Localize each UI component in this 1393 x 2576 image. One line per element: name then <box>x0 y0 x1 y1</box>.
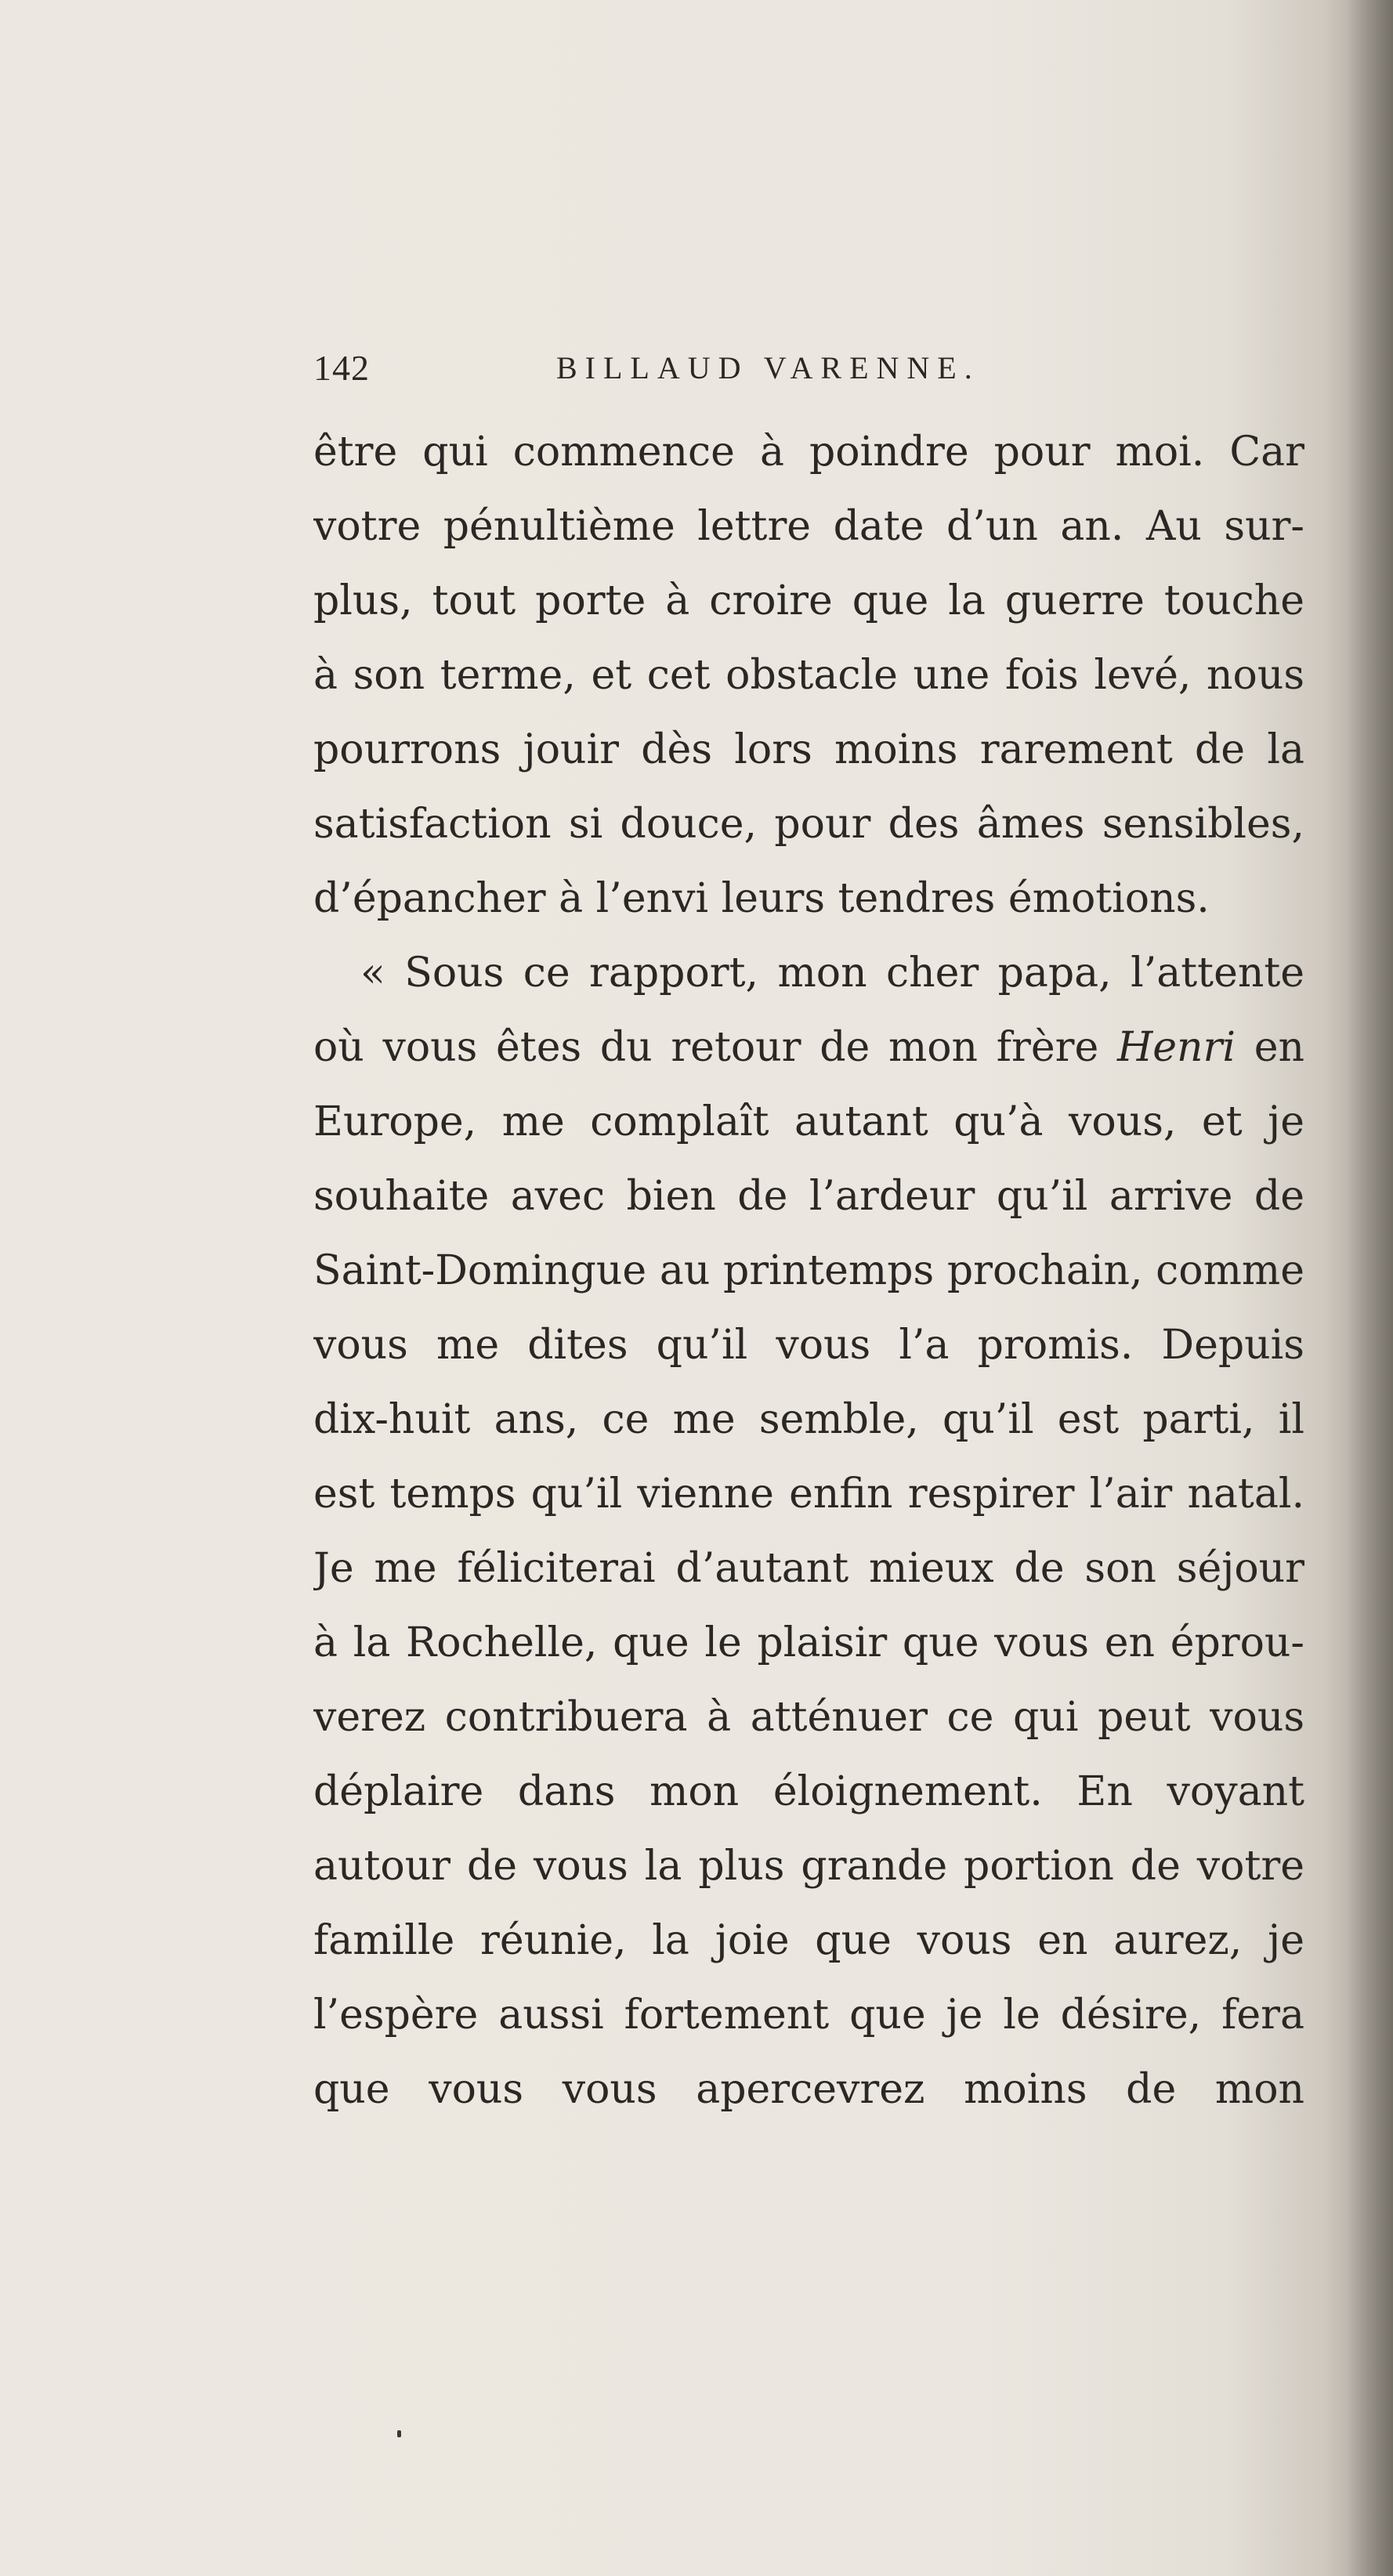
text-line: Saint-Domingue au printemps prochain, comme <box>313 1247 1304 1294</box>
line-text: où vous êtes du retour de mon frère <box>313 1024 1117 1071</box>
text-line: que vous vous apercevrez moins de mon <box>313 2066 1304 2113</box>
text-line: être qui commence à poindre pour moi. Car <box>313 429 1304 476</box>
body-text <box>313 415 1304 2127</box>
text-line: Europe, me complaît autant qu’à vous, et je <box>313 1098 1304 1145</box>
text-line: souhaite avec bien de l’ardeur qu’il arrive de <box>313 1173 1304 1220</box>
running-head <box>313 341 1304 396</box>
line-text-tail: en <box>1236 1024 1304 1071</box>
ink-speck <box>397 2430 401 2437</box>
text-line: à la Rochelle, que le plaisir que vous en éprou- <box>313 1619 1304 1666</box>
text-line: Je me féliciterai d’autant mieux de son séjour <box>313 1545 1304 1592</box>
text-line: plus, tout porte à croire que la guerre touche <box>313 577 1304 624</box>
text-line: famille réunie, la joie que vous en aurez, je <box>313 1917 1304 1964</box>
text-line: l’espère aussi fortement que je le désire, fera <box>313 1992 1304 2039</box>
text-line-with-italic <box>313 1011 1304 1085</box>
text-line: déplaire dans mon éloignement. En voyant <box>313 1768 1304 1815</box>
text-line: d’épancher à l’envi leurs tendres émotions. <box>313 875 1210 922</box>
text-line: est temps qu’il vienne enfin respirer l’air natal. <box>313 1471 1304 1518</box>
italic-name: Henri <box>1116 1024 1236 1071</box>
running-title: BILLAUD VARENNE. <box>556 350 980 385</box>
text-line: pourrons jouir dès lors moins rarement de la <box>313 726 1304 773</box>
page-number: 142 <box>313 348 370 388</box>
text-line: autour de vous la plus grande portion de votre <box>313 1843 1304 1890</box>
text-line: à son terme, et cet obstacle une fois levé, nous <box>313 652 1304 699</box>
text-line: satisfaction si douce, pour des âmes sensibles, <box>313 801 1304 848</box>
paragraph-start-line: « Sous ce rapport, mon cher papa, l’attente <box>360 950 1304 997</box>
text-line: votre pénultième lettre date d’un an. Au sur- <box>313 503 1304 550</box>
text-line: vous me dites qu’il vous l’a promis. Depuis <box>313 1322 1304 1369</box>
text-line: dix-huit ans, ce me semble, qu’il est parti, il <box>313 1396 1304 1443</box>
page-edge-shadow <box>1346 0 1393 2576</box>
text-line: verez contribuera à atténuer ce qui peut vous <box>313 1694 1304 1741</box>
